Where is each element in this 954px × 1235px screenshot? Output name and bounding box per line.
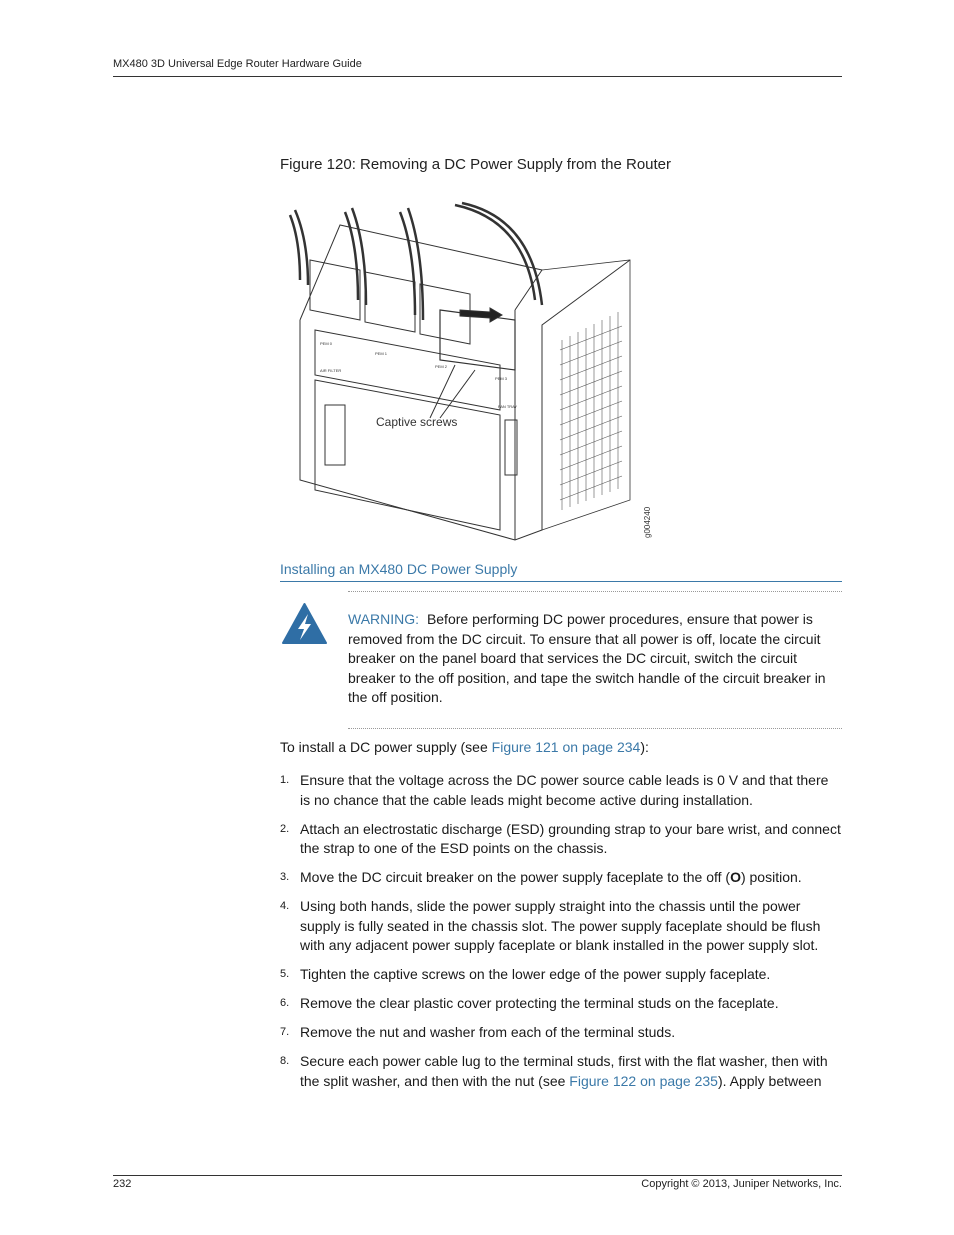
off-symbol: O [730, 869, 741, 885]
router-illustration [280, 200, 670, 550]
step-text: Using both hands, slide the power supply straight into the chassis until the power supply is fully seated in the chassis slot. The power supply faceplate should be flush with any adjacent power supply faceplate or blank installed in the power supply slot. [300, 898, 821, 953]
air-filter-label: AIR FILTER [320, 368, 342, 373]
step-7 [280, 1023, 842, 1043]
copyright: Copyright © 2013, Juniper Networks, Inc. [641, 1178, 842, 1190]
step-6 [280, 994, 842, 1014]
warning-triangle-lightning-icon [281, 602, 328, 646]
step-number: 4. [280, 900, 290, 912]
fan-tray-label: FAN TRAY [498, 404, 518, 409]
pem0-label: PEM 0 [320, 341, 333, 346]
figure-caption: Figure 120: Removing a DC Power Supply from the Router [280, 156, 672, 173]
step-1 [280, 771, 842, 810]
intro-paragraph [280, 737, 649, 757]
footer-rule [113, 1175, 842, 1176]
step-number: 2. [280, 822, 290, 835]
warning-top-divider [348, 591, 842, 592]
figure-122-link[interactable]: Figure 122 on page 235 [569, 1072, 718, 1089]
step-text-end: ). Apply between [717, 1072, 822, 1089]
captive-screws-callout: Captive screws [376, 415, 458, 429]
step-8 [280, 1052, 842, 1091]
step-4 [280, 897, 842, 956]
pem2-label: PEM 2 [435, 364, 448, 369]
warning-bottom-divider [348, 728, 842, 729]
intro-text: To install a DC power supply (see [280, 739, 492, 755]
warning-text: Before performing DC power procedures, ensure that power is removed from the DC circuit. To ensure that all power is off, locate the circuit breaker on the panel board that services the DC circuit, switch the circuit breaker to the off position, and tape the switch handle of the circuit breaker in the off position. [348, 611, 826, 705]
step-number: 7. [280, 1026, 290, 1038]
step-text-end: ) position. [740, 869, 802, 885]
step-text: Remove the nut and washer from each of the terminal studs. [300, 1024, 676, 1040]
figure-id: g004240 [643, 506, 652, 538]
step-5 [280, 965, 842, 985]
step-text: Secure each power cable lug to the terminal studs, first with the flat washer, then with the split washer, and then with the nut (see [300, 1053, 828, 1089]
step-number: 5. [280, 968, 290, 980]
warning-notice [348, 610, 843, 708]
figure-121-link[interactable]: Figure 121 on page 234 [491, 739, 641, 755]
step-number: 1. [280, 774, 290, 786]
step-number: 8. [280, 1055, 290, 1067]
pem3-label: PEM 3 [495, 376, 508, 381]
step-3 [280, 868, 842, 888]
step-text: Remove the clear plastic cover protecting the terminal studs on the faceplate. [300, 995, 779, 1011]
page-number: 232 [113, 1178, 132, 1190]
step-text: Move the DC circuit breaker on the power supply faceplate to the off ( [300, 869, 731, 885]
step-text: Attach an electrostatic discharge (ESD) grounding strap to your bare wrist, and connect the strap to one of the ESD points on the chassis. [300, 820, 841, 856]
section-heading: Installing an MX480 DC Power Supply [280, 561, 518, 577]
step-text: Ensure that the voltage across the DC power source cable leads is 0 V and that there is no chance that the cable leads might become active during installation. [300, 772, 829, 808]
header-rule [113, 76, 842, 77]
warning-label: WARNING: [348, 611, 420, 627]
pem1-label: PEM 1 [375, 351, 388, 356]
intro-text-end: ): [640, 739, 649, 755]
step-number: 3. [280, 871, 290, 883]
install-steps [280, 771, 842, 1101]
section-rule [280, 581, 842, 582]
running-header: MX480 3D Universal Edge Router Hardware Guide [113, 58, 362, 70]
step-text: Tighten the captive screws on the lower edge of the power supply faceplate. [300, 966, 771, 982]
step-2 [280, 820, 842, 859]
step-number: 6. [280, 997, 290, 1009]
